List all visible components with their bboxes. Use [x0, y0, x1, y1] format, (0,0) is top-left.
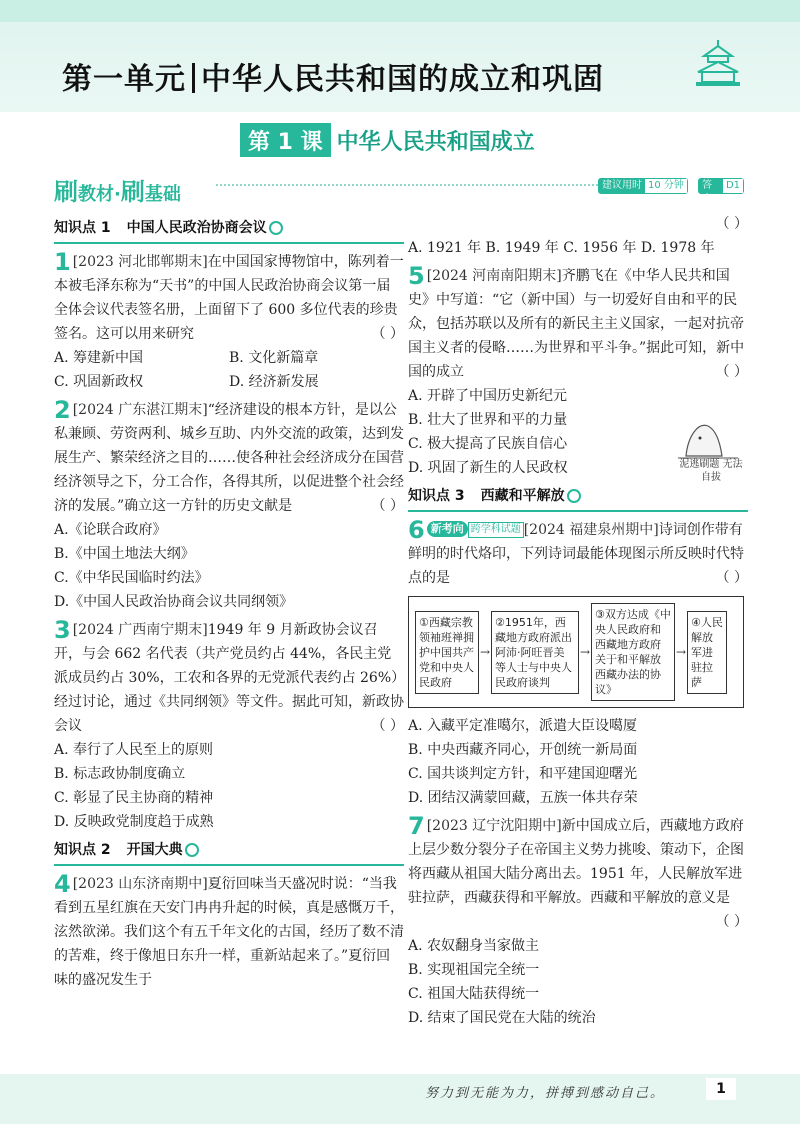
question-7 — [408, 814, 748, 1030]
option-b[interactable]: B. 文化新篇章 — [229, 350, 319, 366]
answer-blank[interactable]: （ ） — [715, 216, 748, 232]
answer-blank[interactable]: （ ） — [371, 326, 404, 342]
option-a[interactable]: A. 农奴翻身当家做主 — [408, 938, 540, 954]
brush-char-1: 刷 — [54, 178, 78, 206]
lesson-title: 中华人民共和国成立 — [336, 129, 535, 155]
time-key: 建议用时 — [599, 179, 645, 193]
answer-blank[interactable]: （ ） — [715, 570, 748, 586]
question-stem: 在中国国家博物馆中，陈列着一本被毛泽东称为“天书”的中国人民政治协商会议第一届全体会议代表签名册，上面留下了 600 多位代表的珍贵签名。这可以用来研究 — [54, 254, 404, 342]
option-c[interactable]: C. 国共谈判定方针，和平建国迎曙光 — [408, 766, 638, 782]
question-6 — [408, 518, 748, 810]
dotted-divider — [216, 184, 646, 186]
left-column — [54, 212, 404, 996]
sketch-caption: 泥逃刷题 无法自拔 — [679, 459, 743, 483]
flow-step-3: ③双方达成《中央人民政府和西藏地方政府关于和平解放西藏办法的协议》 — [591, 603, 675, 701]
section-bar — [54, 172, 744, 206]
options — [54, 346, 404, 394]
option-b[interactable]: B. 壮大了世界和平的力量 — [408, 412, 568, 428]
answer-key: 答案 — [699, 179, 723, 193]
unit-title — [62, 54, 604, 98]
question-number: 4 — [54, 870, 71, 898]
kp-title: 中国人民政治协商会议 — [126, 220, 267, 236]
unit-label: 第一单元 — [62, 62, 186, 97]
option-c[interactable]: C. 巩固新政权 — [54, 374, 144, 390]
answer-pill — [698, 178, 744, 205]
page-number: 1 — [706, 1078, 736, 1100]
answer-blank[interactable]: （ ） — [371, 718, 404, 734]
question-1 — [54, 250, 404, 394]
question-4-continued — [408, 212, 748, 260]
option-d[interactable]: D.《中国人民政治协商会议共同纲领》 — [54, 594, 294, 610]
cross-subject-badge: 跨学科试题 — [468, 522, 524, 538]
knowledge-point-1 — [54, 216, 404, 244]
option-d[interactable]: D. 结束了国民党在大陆的统治 — [408, 1010, 596, 1026]
question-source: [2024 河南南阳期末] — [426, 268, 562, 284]
question-stem: 1949 年 9 月新政协会议召开，与会 662 名代表（共产党员约占 44%，各民主党派成员约占 30%，工农和各界的无党派代表约占 26%）经过讨论，通过《共同纲领》等文件。据此可知，新政协会议 — [54, 622, 404, 734]
question-stem: “经济建设的根本方针，是以公私兼顾、劳资两利、城乡互助、内外交流的政策，达到发展生产、繁荣经济之目的……使各种社会经济成分在国营经济领导之下，分工合作，各得其所，以促进整个社会经济的发展。”确立这一方针的历史文献是 — [54, 402, 404, 514]
question-number: 3 — [54, 616, 71, 644]
option-a[interactable]: A.《论联合政府》 — [54, 522, 167, 538]
question-source: [2023 山东济南期中] — [72, 876, 208, 892]
answer-blank[interactable]: （ ） — [715, 364, 748, 380]
kp-title: 开国大典 — [126, 842, 183, 858]
question-number: 7 — [408, 812, 425, 840]
option-c[interactable]: C. 祖国大陆获得统一 — [408, 986, 540, 1002]
right-column — [408, 214, 748, 1034]
question-number: 1 — [54, 248, 71, 276]
section-label — [54, 172, 181, 207]
option-b[interactable]: B. 中央西藏齐同心，开创统一新局面 — [408, 742, 638, 758]
question-stem: 新中国成立后，西藏地方政府上层少数分裂分子在帝国主义势力挑唆、策动下，企图将西藏从祖国大陆分离出去。1951 年，人民解放军进驻拉萨，西藏获得和平解放。西藏和平解放的意义是 — [408, 818, 744, 906]
question-source: [2024 广西南宁期末] — [72, 622, 208, 638]
title-divider — [192, 63, 195, 93]
question-2 — [54, 398, 404, 614]
temple-icon — [690, 38, 746, 94]
option-b[interactable]: B.《中国土地法大纲》 — [54, 546, 195, 562]
kp-title: 西藏和平解放 — [480, 488, 565, 504]
kp-number: 知识点 3 — [408, 488, 465, 504]
footer-motto: 努力到无能为力，拼搏到感动自己。 — [425, 1086, 666, 1101]
question-stem: 诗词创作带有鲜明的时代烙印，下列诗词最能体现图示所反映时代特点的是 — [408, 522, 744, 586]
answer-value: D1 — [723, 179, 743, 193]
question-stem: 夏衍回味当天盛况时说：“当我看到五星红旗在天安门冉冉升起的时候，真是感慨万千，泫然欲涕。我们这个有五千年文化的古国，经历了数不清的苦难，终于像旭日东升一样，重新站起来了。”夏衍回味的盛况发生于 — [54, 876, 404, 988]
lesson-heading — [240, 122, 535, 158]
option-d[interactable]: D. 巩固了新生的人民政权 — [408, 460, 568, 476]
question-number: 5 — [408, 262, 425, 290]
kp-number: 知识点 1 — [54, 220, 111, 236]
option-b[interactable]: B. 标志政协制度确立 — [54, 766, 186, 782]
question-number: 2 — [54, 396, 71, 424]
flow-step-1: ①西藏宗教领袖班禅拥护中国共产党和中央人民政府 — [415, 611, 479, 694]
question-4 — [54, 872, 404, 992]
answer-blank[interactable]: （ ） — [715, 914, 748, 930]
question-source: [2024 广东湛江期末] — [72, 402, 208, 418]
lesson-number: 第 1 课 — [240, 123, 331, 157]
arrow-right-icon: → — [579, 645, 591, 659]
option-c[interactable]: C. 极大提高了民族自信心 — [408, 436, 568, 452]
question-source: [2024 福建泉州期中] — [523, 522, 659, 538]
option-c[interactable]: C.《中华民国临时约法》 — [54, 570, 209, 586]
option-d[interactable]: D. 经济新发展 — [229, 374, 319, 390]
option-b[interactable]: B. 实现祖国完全统一 — [408, 962, 540, 978]
option-d[interactable]: D. 反映政党制度趋于成熟 — [54, 814, 214, 830]
answer-blank[interactable]: （ ） — [371, 498, 404, 514]
arrow-right-icon: → — [479, 645, 491, 659]
new-trend-badge: 新考向 — [427, 521, 468, 537]
question-source: [2023 辽宁沈阳期中] — [426, 818, 562, 834]
question-stem: 齐鹏飞在《中华人民共和国史》中写道：“它（新中国）与一切爱好自由和平的民众，包括苏联以及所有的新民主主义国家，一起对抗帝国主义者的侵略……为世界和平斗争。”据此可知，新中国的成立 — [408, 268, 745, 380]
option-a[interactable]: A. 入藏平定准噶尔，派遣大臣设噶厦 — [408, 718, 638, 734]
brush-word-2: 基础 — [144, 184, 181, 205]
option-a[interactable]: A. 筹建新中国 — [54, 350, 144, 366]
page-footer — [0, 1074, 800, 1124]
option-d[interactable]: D. 团结汉满蒙回藏，五族一体共存荣 — [408, 790, 638, 806]
brush-word-1: 教材 — [78, 184, 114, 205]
header-band — [0, 0, 800, 22]
brush-char-2: 刷 — [120, 178, 145, 206]
brush-dot: · — [114, 184, 121, 205]
question-source: [2023 河北邯郸期末] — [72, 254, 208, 270]
time-value: 10 分钟 — [645, 179, 687, 193]
target-icon — [567, 489, 581, 503]
question-3 — [54, 618, 404, 834]
knowledge-point-2 — [54, 838, 404, 866]
target-icon — [269, 221, 283, 235]
kp-number: 知识点 2 — [54, 842, 111, 858]
time-pill — [598, 178, 688, 194]
target-icon — [185, 843, 199, 857]
flow-diagram — [408, 596, 744, 708]
unit-name: 中华人民共和国的成立和巩固 — [201, 62, 604, 97]
option-a[interactable]: A. 奉行了人民至上的原则 — [54, 742, 214, 758]
question-number: 6 — [408, 516, 425, 544]
options-inline[interactable]: A. 1921 年 B. 1949 年 C. 1956 年 D. 1978 年 — [408, 240, 715, 256]
flow-step-4: ④人民解放军进驻拉萨 — [687, 611, 727, 694]
arrow-right-icon: → — [675, 645, 687, 659]
flow-step-2: ②1951年，西藏地方政府派出阿沛·阿旺晋美等人士与中央人民政府谈判 — [491, 611, 579, 694]
option-a[interactable]: A. 开辟了中国历史新纪元 — [408, 388, 568, 404]
option-c[interactable]: C. 彰显了民主协商的精神 — [54, 790, 214, 806]
